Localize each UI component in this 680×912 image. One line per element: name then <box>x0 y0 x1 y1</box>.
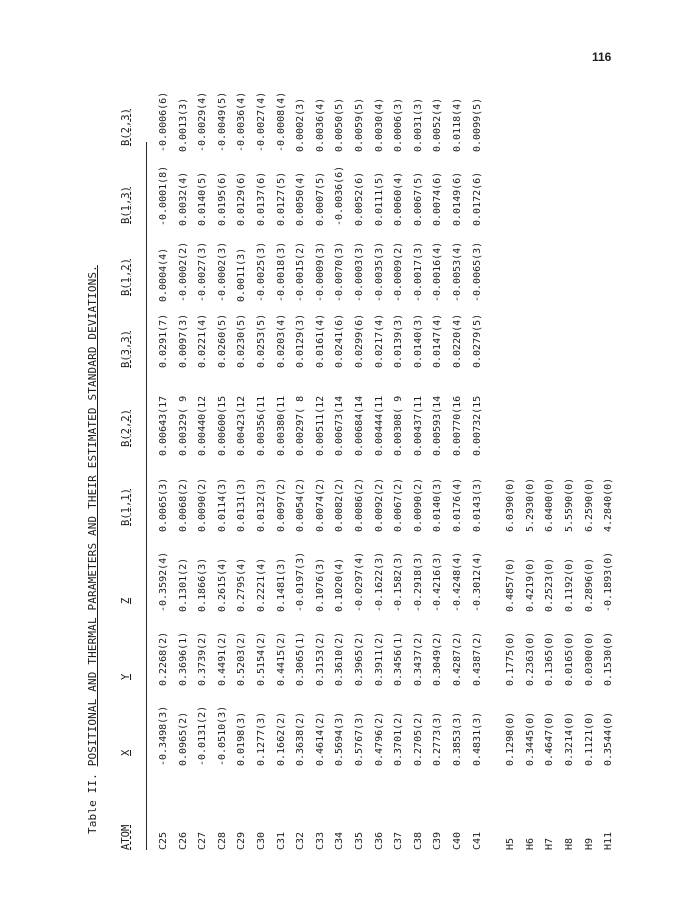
cell-x: 0.0965(2) <box>177 711 189 766</box>
cell-b22: 0.00297( 8 <box>295 395 307 456</box>
cell-b13: 0.0052(6) <box>354 171 365 226</box>
cell-b33: 0.0221(4) <box>197 313 209 368</box>
cell-x: 0.4796(2) <box>373 711 385 766</box>
cell-b23: 0.0031(3) <box>412 97 424 152</box>
cell-b22: 0.00643(17 <box>158 395 169 456</box>
cell-y: 0.3911(2) <box>373 631 385 686</box>
cell-z: 0.1866(3) <box>197 557 209 612</box>
cell-b11: 0.0068(2) <box>177 477 189 532</box>
cell-b11: 4.2840(0) <box>603 477 615 532</box>
cell-b13: 0.0007(5) <box>314 171 326 226</box>
cell-b13: 0.0172(6) <box>471 171 483 226</box>
cell-atom: C34 <box>334 831 346 850</box>
cell-atom: C38 <box>412 831 424 850</box>
cell-z: -0.0197(3) <box>295 551 307 612</box>
cell-b33: 0.0279(5) <box>471 313 483 368</box>
cell-b22: 0.00593(14 <box>432 395 444 456</box>
cell-y: 0.2268(2) <box>158 631 169 686</box>
cell-x: -0.3498(3) <box>158 705 169 766</box>
cell-b33: 0.0217(4) <box>373 313 385 368</box>
cell-y: 0.1775(0) <box>505 631 517 686</box>
cell-z: -0.1622(3) <box>373 551 385 612</box>
cell-b11: 0.0132(3) <box>256 477 267 532</box>
cell-b22: 0.00380(11 <box>275 395 287 456</box>
column-header-y: Y <box>120 673 132 680</box>
cell-x: 0.1662(2) <box>275 711 287 766</box>
cell-b33: 0.0139(3) <box>393 313 405 368</box>
cell-z: -0.3592(4) <box>158 551 169 612</box>
cell-b23: -0.0008(4) <box>275 91 287 152</box>
column-header-b22: B(2,2) <box>120 409 132 447</box>
cell-atom: C35 <box>354 831 365 850</box>
cell-b13: 0.0127(5) <box>275 171 287 226</box>
cell-y: 0.3456(1) <box>393 631 405 686</box>
cell-b23: 0.0118(4) <box>452 97 463 152</box>
cell-b33: 0.0299(6) <box>354 313 365 368</box>
cell-x: 0.1277(3) <box>256 711 267 766</box>
cell-z: 0.2896(0) <box>583 557 595 612</box>
cell-b22: 0.00673(14 <box>334 395 346 456</box>
cell-b23: 0.0059(5) <box>354 97 365 152</box>
cell-z: -0.1893(0) <box>603 551 615 612</box>
cell-x: 0.0198(3) <box>236 711 248 766</box>
cell-b23: 0.0006(3) <box>393 97 405 152</box>
cell-atom: C32 <box>295 831 307 850</box>
cell-atom: C36 <box>373 831 385 850</box>
column-header-b11: B(1,1) <box>120 488 132 526</box>
cell-y: 0.4387(2) <box>471 631 483 686</box>
cell-b11: 0.0097(2) <box>275 477 287 532</box>
cell-b11: 0.0065(3) <box>158 477 169 532</box>
cell-b33: 0.0129(3) <box>295 313 307 368</box>
cell-z: -0.1582(3) <box>393 551 405 612</box>
cell-b11: 6.0400(0) <box>544 477 556 532</box>
cell-atom: C29 <box>236 831 248 850</box>
cell-b33: 0.0230(5) <box>236 313 248 368</box>
cell-b23: 0.0036(4) <box>314 97 326 152</box>
cell-b13: 0.0140(5) <box>197 171 209 226</box>
cell-y: 0.1365(0) <box>544 631 556 686</box>
table-title-text: POSITIONAL AND THERMAL PARAMETERS AND THEIR ESTIMATED STANDARD DEVIATIONS. <box>86 265 99 767</box>
cell-z: 0.1301(2) <box>177 557 189 612</box>
cell-y: 0.4491(2) <box>216 631 228 686</box>
cell-b33: 0.0253(5) <box>256 313 267 368</box>
cell-y: 0.2363(0) <box>524 631 536 686</box>
cell-atom: C26 <box>177 831 189 850</box>
cell-b13: 0.0032(4) <box>177 171 189 226</box>
cell-x: 0.3544(0) <box>603 711 615 766</box>
cell-atom: C40 <box>452 831 463 850</box>
cell-b11: 5.5590(0) <box>564 477 575 532</box>
cell-b11: 0.0082(2) <box>334 477 346 532</box>
cell-atom: C27 <box>197 831 209 850</box>
cell-x: -0.0131(2) <box>197 705 209 766</box>
cell-b12: -0.0070(3) <box>334 241 346 302</box>
cell-atom: C30 <box>256 831 267 850</box>
cell-z: -0.4216(3) <box>432 551 444 612</box>
table-title-prefix: Table II. <box>86 773 99 834</box>
cell-z: 0.1076(3) <box>314 557 326 612</box>
cell-b11: 0.0054(2) <box>295 477 307 532</box>
cell-y: 0.5203(2) <box>236 631 248 686</box>
cell-b33: 0.0241(6) <box>334 313 346 368</box>
cell-b13: 0.0050(4) <box>295 171 307 226</box>
cell-atom: H5 <box>505 837 517 850</box>
cell-atom: H7 <box>544 837 556 850</box>
cell-x: 0.3445(0) <box>524 711 536 766</box>
cell-x: 0.5767(3) <box>354 711 365 766</box>
cell-b22: 0.00308( 9 <box>393 395 405 456</box>
cell-b11: 0.0114(3) <box>216 477 228 532</box>
cell-y: 0.3696(1) <box>177 631 189 686</box>
cell-b23: -0.0027(4) <box>256 91 267 152</box>
column-header-z: Z <box>120 597 132 604</box>
cell-z: 0.2615(4) <box>216 557 228 612</box>
cell-b13: -0.0001(8) <box>158 165 169 226</box>
cell-x: 0.1298(0) <box>505 711 517 766</box>
cell-y: 0.3965(2) <box>354 631 365 686</box>
cell-y: 0.3049(2) <box>432 631 444 686</box>
cell-b13: 0.0060(4) <box>393 171 405 226</box>
cell-b12: -0.0002(2) <box>177 241 189 302</box>
cell-atom: C25 <box>158 831 169 850</box>
cell-b22: 0.00329( 9 <box>177 395 189 456</box>
cell-b12: -0.0065(3) <box>471 241 483 302</box>
cell-y: 0.3065(1) <box>295 631 307 686</box>
cell-b11: 0.0090(2) <box>412 477 424 532</box>
cell-b11: 0.0131(3) <box>236 477 248 532</box>
cell-b11: 0.0074(2) <box>314 477 326 532</box>
cell-b23: -0.0006(6) <box>158 91 169 152</box>
cell-atom: H9 <box>583 837 595 850</box>
cell-z: -0.4248(4) <box>452 551 463 612</box>
cell-b12: -0.0018(3) <box>275 241 287 302</box>
cell-x: -0.0510(3) <box>216 705 228 766</box>
cell-x: 0.4647(0) <box>544 711 556 766</box>
cell-b13: 0.0195(6) <box>216 171 228 226</box>
column-header-b13: B(1,3) <box>120 186 132 224</box>
cell-b11: 0.0143(3) <box>471 477 483 532</box>
cell-b33: 0.0203(4) <box>275 313 287 368</box>
cell-b23: 0.0099(5) <box>471 97 483 152</box>
cell-b11: 6.2590(0) <box>583 477 595 532</box>
cell-y: 0.3739(2) <box>197 631 209 686</box>
cell-b22: 0.00437(11 <box>412 395 424 456</box>
cell-b13: -0.0036(6) <box>334 165 346 226</box>
cell-b11: 6.0390(0) <box>505 477 517 532</box>
cell-y: 0.5154(2) <box>256 631 267 686</box>
cell-y: 0.3153(2) <box>314 631 326 686</box>
cell-atom: C37 <box>393 831 405 850</box>
table-title <box>86 265 99 834</box>
cell-b23: 0.0052(4) <box>432 97 444 152</box>
cell-y: 0.4415(2) <box>275 631 287 686</box>
column-header-b12: B(1,2) <box>120 258 132 296</box>
cell-atom: C33 <box>314 831 326 850</box>
cell-x: 0.3701(2) <box>393 711 405 766</box>
cell-z: -0.2918(3) <box>412 551 424 612</box>
cell-b23: -0.0049(5) <box>216 91 228 152</box>
cell-atom: H8 <box>564 837 575 850</box>
cell-b11: 0.0140(3) <box>432 477 444 532</box>
cell-x: 0.2705(2) <box>412 711 424 766</box>
cell-b33: 0.0291(7) <box>158 313 169 368</box>
cell-b22: 0.00732(15 <box>471 395 483 456</box>
cell-b23: 0.0002(3) <box>295 97 307 152</box>
column-header-x: X <box>120 749 132 756</box>
cell-b12: -0.0027(3) <box>197 241 209 302</box>
cell-y: 0.3610(2) <box>334 631 346 686</box>
cell-b11: 0.0090(2) <box>197 477 209 532</box>
cell-y: 0.4287(2) <box>452 631 463 686</box>
cell-z: 0.2221(4) <box>256 557 267 612</box>
cell-x: 0.3638(2) <box>295 711 307 766</box>
cell-b12: -0.0016(4) <box>432 241 444 302</box>
cell-z: -0.3012(4) <box>471 551 483 612</box>
cell-z: -0.0297(4) <box>354 551 365 612</box>
cell-b22: 0.00423(12 <box>236 395 248 456</box>
cell-b22: 0.00600(15 <box>216 395 228 456</box>
cell-x: 0.3214(0) <box>564 711 575 766</box>
cell-b23: -0.0029(4) <box>197 91 209 152</box>
cell-b23: 0.0013(3) <box>177 97 189 152</box>
cell-z: 0.1481(3) <box>275 557 287 612</box>
cell-atom: C28 <box>216 831 228 850</box>
cell-atom: H11 <box>603 831 615 850</box>
cell-x: 0.4831(3) <box>471 711 483 766</box>
cell-y: 0.1530(0) <box>603 631 615 686</box>
cell-b12: -0.0025(3) <box>256 241 267 302</box>
cell-b12: -0.0035(3) <box>373 241 385 302</box>
cell-b12: -0.0053(4) <box>452 241 463 302</box>
cell-b22: 0.00511(12 <box>314 395 326 456</box>
cell-b12: -0.0002(3) <box>216 241 228 302</box>
cell-b12: 0.0011(3) <box>236 247 248 302</box>
cell-b11: 5.2930(0) <box>524 477 536 532</box>
cell-z: 0.1192(0) <box>564 557 575 612</box>
cell-b12: -0.0009(2) <box>393 241 405 302</box>
cell-atom: C41 <box>471 831 483 850</box>
cell-z: 0.4857(0) <box>505 557 517 612</box>
cell-b22: 0.00356(11 <box>256 395 267 456</box>
cell-b33: 0.0161(4) <box>314 313 326 368</box>
cell-y: 0.0165(0) <box>564 631 575 686</box>
cell-b11: 0.0086(2) <box>354 477 365 532</box>
cell-b22: 0.00770(16 <box>452 395 463 456</box>
cell-b11: 0.0092(2) <box>373 477 385 532</box>
cell-x: 0.4614(2) <box>314 711 326 766</box>
cell-atom: H6 <box>524 837 536 850</box>
cell-z: 0.1020(4) <box>334 557 346 612</box>
cell-b33: 0.0147(4) <box>432 313 444 368</box>
cell-x: 0.3853(3) <box>452 711 463 766</box>
cell-b11: 0.0176(4) <box>452 477 463 532</box>
cell-y: 0.0300(0) <box>583 631 595 686</box>
cell-b12: -0.0003(3) <box>354 241 365 302</box>
cell-b13: 0.0137(6) <box>256 171 267 226</box>
cell-b23: 0.0050(5) <box>334 97 346 152</box>
cell-b22: 0.00440(12 <box>197 395 209 456</box>
cell-b22: 0.00684(14 <box>354 395 365 456</box>
cell-b13: 0.0074(6) <box>432 171 444 226</box>
cell-b23: -0.0036(4) <box>236 91 248 152</box>
cell-z: 0.4219(0) <box>524 557 536 612</box>
column-header-b33: B(3,3) <box>120 330 132 368</box>
cell-b13: 0.0067(5) <box>412 171 424 226</box>
cell-b12: -0.0017(3) <box>412 241 424 302</box>
cell-b33: 0.0097(3) <box>177 313 189 368</box>
cell-b33: 0.0220(4) <box>452 313 463 368</box>
column-header-atom: ATOM <box>120 824 132 850</box>
cell-x: 0.2773(3) <box>432 711 444 766</box>
cell-b23: 0.0030(4) <box>373 97 385 152</box>
cell-x: 0.1121(0) <box>583 711 595 766</box>
cell-atom: C39 <box>432 831 444 850</box>
cell-b13: 0.0111(5) <box>373 171 385 226</box>
page-number: 116 <box>592 50 612 64</box>
cell-z: 0.2523(0) <box>544 557 556 612</box>
cell-b12: -0.0009(3) <box>314 241 326 302</box>
header-rule <box>146 142 147 850</box>
cell-b12: -0.0015(2) <box>295 241 307 302</box>
cell-b13: 0.0129(6) <box>236 171 248 226</box>
cell-b33: 0.0260(5) <box>216 313 228 368</box>
cell-b11: 0.0067(2) <box>393 477 405 532</box>
cell-b33: 0.0140(3) <box>412 313 424 368</box>
cell-b12: 0.0004(4) <box>158 247 169 302</box>
cell-atom: C31 <box>275 831 287 850</box>
cell-b22: 0.00444(11 <box>373 395 385 456</box>
cell-b13: 0.0149(6) <box>452 171 463 226</box>
cell-z: 0.2795(4) <box>236 557 248 612</box>
cell-x: 0.5694(3) <box>334 711 346 766</box>
column-header-b23: B(2,3) <box>120 108 132 146</box>
cell-y: 0.3437(2) <box>412 631 424 686</box>
